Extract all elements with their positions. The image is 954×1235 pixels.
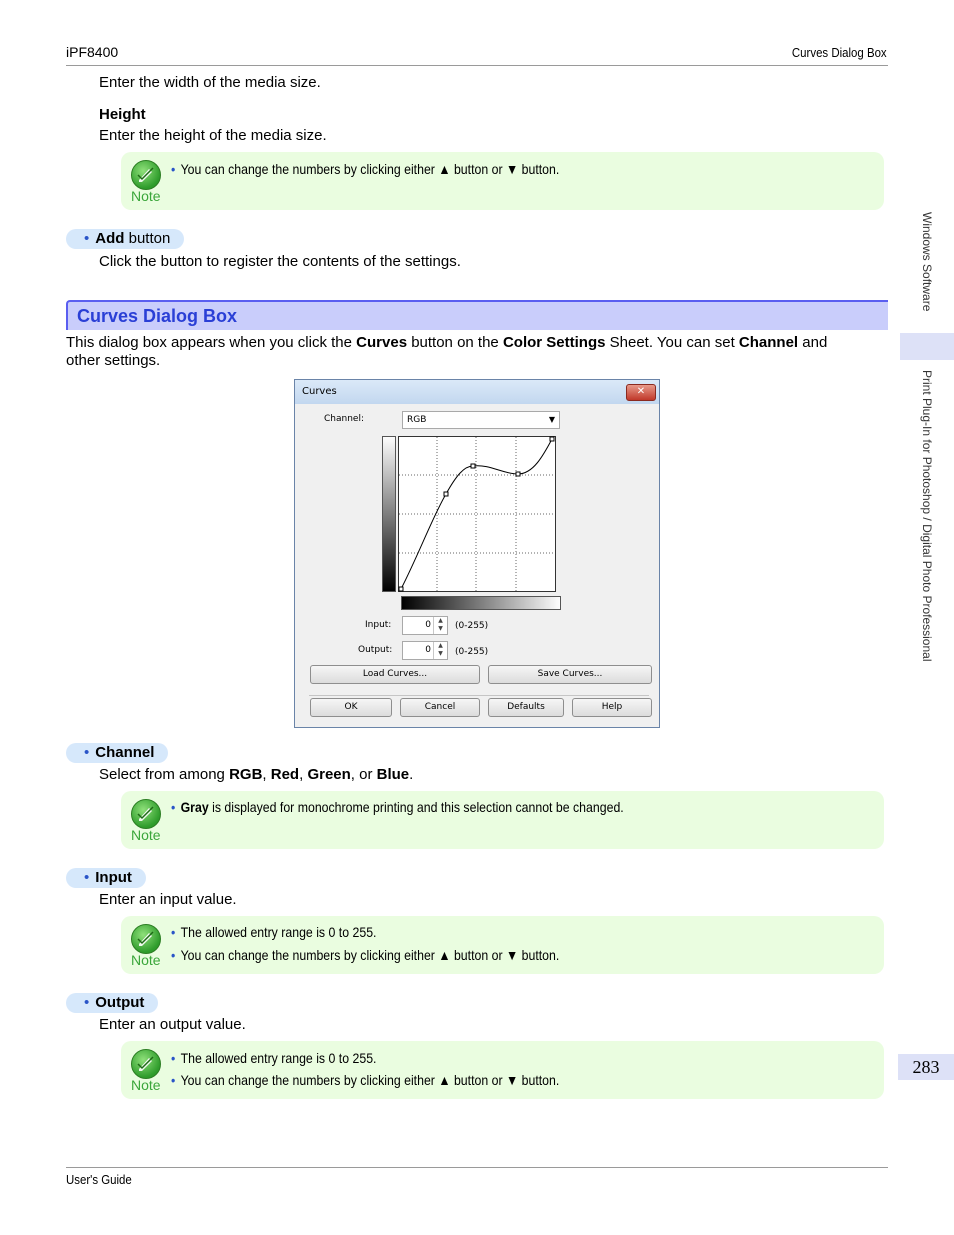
side-tab-highlight (900, 333, 954, 360)
save-curves-button[interactable]: Save Curves... (488, 665, 652, 684)
input-field[interactable]: 0 ▲ ▼ (402, 616, 448, 635)
note-box (121, 916, 884, 974)
section-header (66, 300, 888, 330)
bullet-icon: • (171, 947, 176, 963)
curves-dialog (294, 379, 660, 728)
bullet-icon: • (171, 161, 176, 177)
note-pencil-icon (131, 799, 161, 829)
input-range: (0-255) (455, 621, 489, 631)
load-curves-button[interactable]: Load Curves... (310, 665, 480, 684)
down-arrow-icon: ▼ (438, 650, 443, 657)
footer-rule (66, 1167, 888, 1168)
input-item: • Input (66, 868, 146, 888)
note-label: Note (131, 1077, 161, 1093)
section-intro: This dialog box appears when you click the Curves button on the Color Settings Sheet. You can set Channel and other settings. (66, 334, 828, 369)
note-line: • The allowed entry range is 0 to 255. (171, 924, 377, 940)
input-stepper[interactable] (433, 617, 447, 634)
side-tab-windows-software[interactable]: Windows Software (920, 212, 934, 312)
bullet-icon: • (84, 230, 90, 247)
add-button-item: • Add button (66, 229, 184, 249)
output-range: (0-255) (455, 647, 489, 657)
bullet-icon: • (171, 799, 176, 815)
cancel-button[interactable]: Cancel (400, 698, 480, 717)
width-description: Enter the width of the media size. (99, 74, 321, 91)
bullet-icon: • (171, 1072, 176, 1088)
bullet-icon: • (171, 1050, 176, 1066)
note-box (121, 1041, 884, 1099)
dialog-separator (309, 695, 649, 696)
note-box (121, 152, 884, 210)
page-number: 283 (898, 1054, 954, 1080)
curve-graph[interactable] (398, 436, 556, 592)
note-label: Note (131, 827, 161, 843)
note-line: • Gray is displayed for monochrome printing and this selection cannot be changed. (171, 799, 624, 815)
note-pencil-icon (131, 924, 161, 954)
channel-item: • Channel (66, 743, 168, 763)
note-pencil-icon (131, 1049, 161, 1079)
close-icon[interactable]: ✕ (626, 384, 656, 401)
up-arrow-icon: ▲ (438, 642, 443, 649)
height-heading: Height (99, 106, 146, 123)
up-arrow-icon: ▲ (438, 617, 443, 624)
header-product: iPF8400 (66, 44, 119, 60)
input-label: Input: (365, 620, 392, 630)
down-arrow-icon: ▼ (438, 625, 443, 632)
note-line: • You can change the numbers by clicking either ▲ button or ▼ button. (171, 947, 560, 963)
note-label: Note (131, 952, 161, 968)
note-line: • You can change the numbers by clicking either ▲ button or ▼ button. (171, 161, 560, 177)
note-line: • You can change the numbers by clicking either ▲ button or ▼ button. (171, 1072, 560, 1088)
help-button[interactable]: Help (572, 698, 652, 717)
header-section: Curves Dialog Box (792, 45, 887, 60)
section-title: Curves Dialog Box (77, 306, 238, 326)
add-description: Click the button to register the contents of the settings. (99, 253, 461, 270)
defaults-button[interactable]: Defaults (488, 698, 564, 717)
footer-title: User's Guide (66, 1172, 132, 1187)
bullet-icon: • (171, 924, 176, 940)
output-description: Enter an output value. (99, 1016, 246, 1033)
side-tab-print-plugin[interactable]: Print Plug-In for Photoshop / Digital Photo Professional (920, 370, 934, 662)
output-gradient-bar (382, 436, 396, 592)
note-box (121, 791, 884, 849)
output-item: • Output (66, 993, 158, 1013)
dialog-title: Curves (302, 386, 337, 397)
note-pencil-icon (131, 160, 161, 190)
bullet-icon: • (84, 869, 90, 886)
chevron-down-icon: ▼ (548, 415, 555, 424)
bullet-icon: • (84, 994, 90, 1011)
note-label: Note (131, 188, 161, 204)
output-label: Output: (358, 645, 393, 655)
note-line: • The allowed entry range is 0 to 255. (171, 1050, 377, 1066)
bullet-icon: • (84, 744, 90, 761)
input-description: Enter an input value. (99, 891, 237, 908)
channel-label: Channel: (324, 414, 364, 424)
height-description: Enter the height of the media size. (99, 127, 327, 144)
ok-button[interactable]: OK (310, 698, 392, 717)
channel-description: Select from among RGB, Red, Green, or Blue. (99, 766, 414, 783)
output-stepper[interactable] (433, 642, 447, 659)
output-field[interactable]: 0 ▲ ▼ (402, 641, 448, 660)
header-rule (66, 65, 888, 66)
dialog-titlebar (295, 380, 659, 404)
input-gradient-bar (401, 596, 561, 610)
channel-select[interactable]: RGB ▼ (402, 411, 560, 429)
